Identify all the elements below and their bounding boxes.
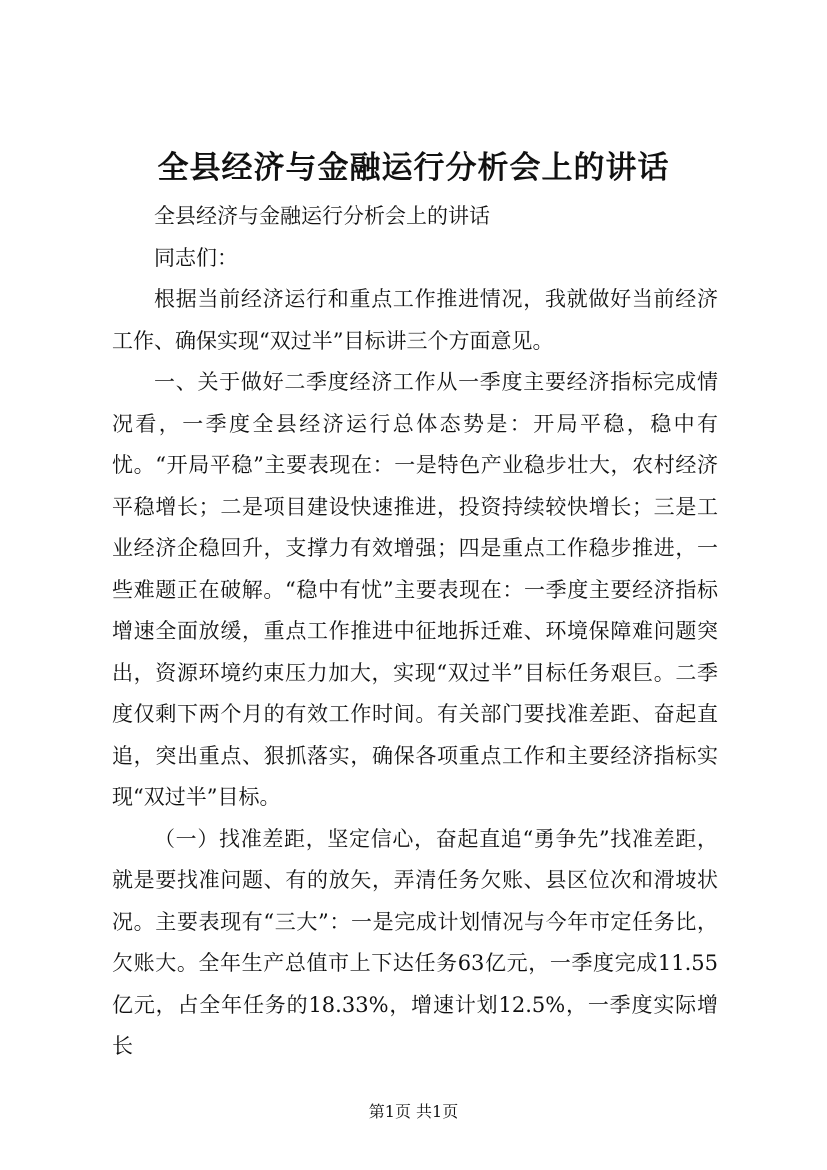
document-body bbox=[112, 196, 718, 1068]
paragraph-salutation: 同志们： bbox=[154, 245, 238, 270]
paragraph-section-one: 一、关于做好二季度经济工作从一季度主要经济指标完成情况看，一季度全县经济运行总体态势是：开局平稳，稳中有忧。“开局平稳”主要表现在：一是特色产业稳步壮大，农村经济平稳增长；二是项目建设快速推进，投资持续较快增长；三是工业经济企稳回升，支撑力有效增强；四是重点工作稳步推进，一些难题正在破解。“稳中有忧”主要表现在：一季度主要经济指标增速全面放缓，重点工作推进中征地拆迁难、环境保障难问题突出，资源环境约束压力加大，实现“双过半”目标任务艰巨。二季度仅剩下两个月的有效工作时间。有关部门要找准差距、奋起直追，突出重点、狠抓落实，确保各项重点工作和主要经济指标实现“双过半”目标。 bbox=[112, 370, 718, 809]
paragraph-intro: 根据当前经济运行和重点工作推进情况，我就做好当前经济工作、确保实现“双过半”目标讲三个方面意见。 bbox=[112, 287, 718, 353]
page-footer: 第1页 共1页 bbox=[368, 1102, 459, 1121]
paragraph-subsection-one: （一）找准差距，坚定信心，奋起直追“勇争先”找准差距，就是要找准问题、有的放矢，弄清任务欠账、县区位次和滑坡状况。主要表现有“三大”：一是完成计划情况与今年市定任务比，欠账大。全年生产总值市上下达任务63亿元，一季度完成11.55亿元，占全年任务的18.33%，增速计划12.5%，一季度实际增长 bbox=[112, 826, 718, 1058]
document-title: 全县经济与金融运行分析会上的讲话 bbox=[157, 150, 670, 186]
paragraph-subtitle: 全县经济与金融运行分析会上的讲话 bbox=[154, 204, 490, 228]
